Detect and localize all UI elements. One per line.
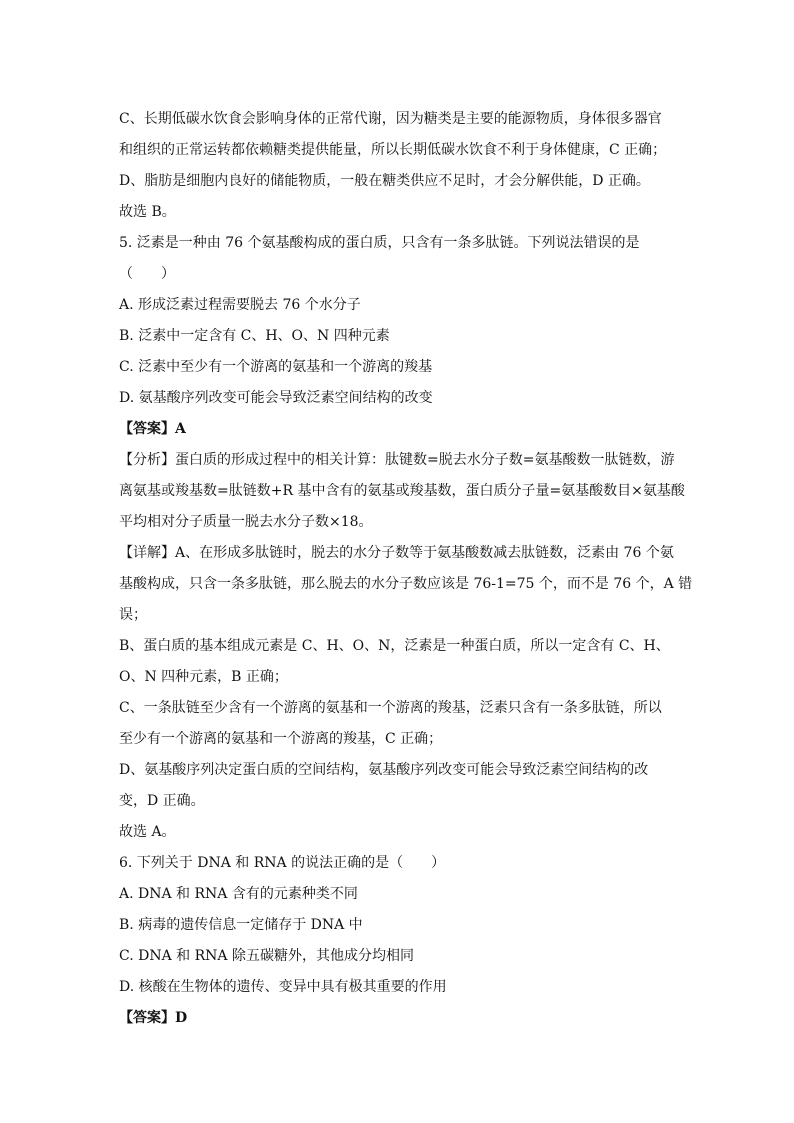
question-6-option-d: D. 核酸在生物体的遗传、变异中具有极其重要的作用: [119, 979, 447, 995]
explanation-c-line-2: 和组织的正常运转都依赖糖类提供能量，所以长期低碳水饮食不利于身体健康，C 正确；: [119, 142, 667, 158]
question-5-detail-line-5: O、N 四种元素，B 正确；: [119, 669, 288, 685]
question-6-option-c: C. DNA 和 RNA 除五碳糖外，其他成分均相同: [119, 948, 414, 964]
question-5-option-d: D. 氨基酸序列改变可能会导致泛素空间结构的改变: [119, 390, 433, 406]
question-5-answer: 【答案】A: [119, 421, 186, 437]
question-5-option-b: B. 泛素中一定含有 C、H、O、N 四种元素: [119, 328, 390, 344]
question-5-analysis-line-2: 离氨基或羧基数=肽链数+R 基中含有的氨基或羧基数，蛋白质分子量=氨基酸数目×氨基酸: [119, 483, 685, 499]
question-6-option-a: A. DNA 和 RNA 含有的元素种类不同: [119, 886, 358, 902]
question-5-detail-line-1: 【详解】A、在形成多肽链时，脱去的水分子数等于氨基酸数减去肽链数，泛素由 76 个氨: [119, 545, 674, 561]
question-5-analysis-line-1: 【分析】蛋白质的形成过程中的相关计算：肽键数=脱去水分子数=氨基酸数一肽链数，游: [119, 452, 675, 468]
question-5-option-a: A. 形成泛素过程需要脱去 76 个水分子: [119, 297, 361, 313]
question-6-answer: 【答案】D: [119, 1010, 188, 1026]
page-content: [119, 104, 693, 1034]
question-5-blank: （ ）: [119, 266, 175, 282]
question-6-option-b: B. 病毒的遗传信息一定储存于 DNA 中: [119, 917, 363, 933]
question-5-detail-line-6: C、一条肽链至少含有一个游离的氨基和一个游离的羧基，泛素只含有一条多肽链，所以: [119, 700, 662, 716]
choice-b-conclusion: 故选 B。: [119, 204, 176, 220]
question-5-detail-line-8: D、氨基酸序列决定蛋白质的空间结构，氨基酸序列改变可能会导致泛素空间结构的改: [119, 762, 649, 778]
explanation-c-line-1: C、长期低碳水饮食会影响身体的正常代谢，因为糖类是主要的能源物质，身体很多器官: [119, 111, 662, 127]
explanation-d-line: D、脂肪是细胞内良好的储能物质，一般在糖类供应不足时，才会分解供能，D 正确。: [119, 173, 650, 189]
question-5-analysis-line-3: 平均相对分子质量一脱去水分子数×18。: [119, 514, 373, 530]
question-5-detail-line-4: B、蛋白质的基本组成元素是 C、H、O、N，泛素是一种蛋白质，所以一定含有 C、H、: [119, 638, 670, 654]
choice-a-conclusion: 故选 A。: [119, 824, 176, 840]
question-5-detail-line-3: 误；: [119, 607, 147, 623]
question-5-option-c: C. 泛素中至少有一个游离的氨基和一个游离的羧基: [119, 359, 433, 375]
question-5-detail-line-2: 基酸构成，只含一条多肽链，那么脱去的水分子数应该是 76-1=75 个，而不是 76 个，A 错: [119, 576, 693, 592]
question-6-stem: 6. 下列关于 DNA 和 RNA 的说法正确的是（ ）: [119, 855, 446, 871]
question-5-detail-line-9: 变，D 正确。: [119, 793, 205, 809]
question-5-detail-line-7: 至少有一个游离的氨基和一个游离的羧基，C 正确；: [119, 731, 443, 747]
question-5-stem: 5. 泛素是一种由 76 个氨基酸构成的蛋白质，只含有一条多肽链。下列说法错误的是: [119, 235, 640, 251]
